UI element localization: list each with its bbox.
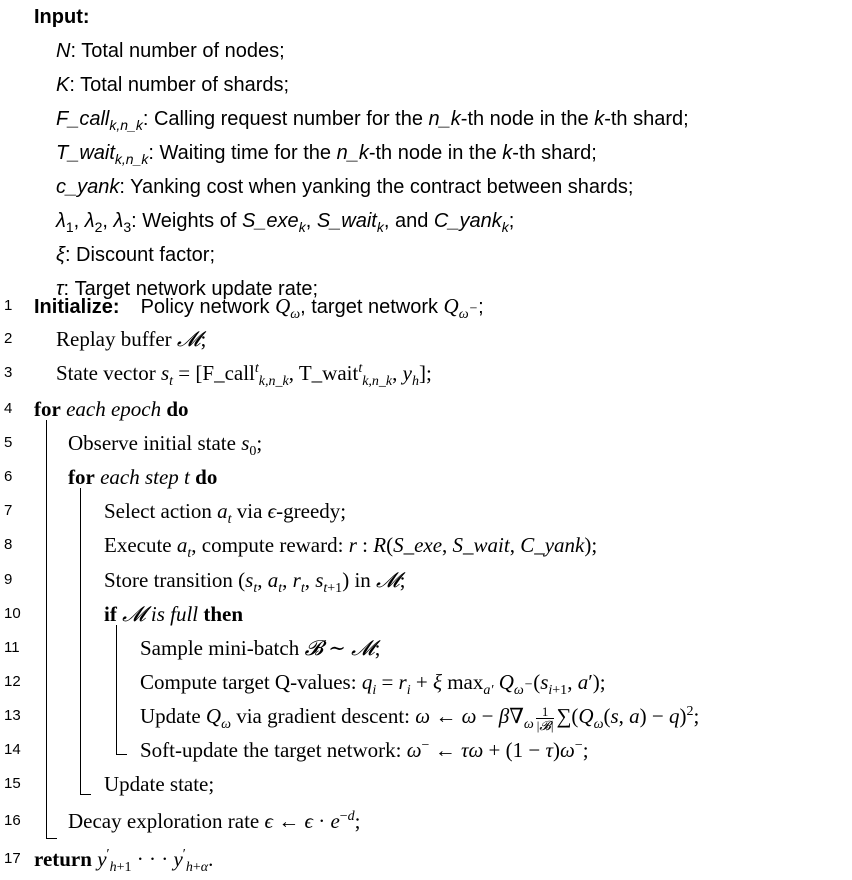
- input-text: : Total number of nodes;: [70, 40, 285, 62]
- input-symbol: N: [56, 40, 71, 62]
- input-italic: k: [594, 108, 605, 130]
- keyword: Initialize:: [34, 296, 120, 318]
- line-number: 12: [4, 673, 21, 690]
- input-text: -th shard;: [604, 108, 689, 130]
- input-text: : Discount factor;: [64, 244, 215, 266]
- input-italic: C_yank: [433, 210, 502, 232]
- for-epoch-block-bracket: [46, 420, 57, 839]
- input-text: -th node in the: [460, 108, 595, 130]
- input-text: : Weights of: [131, 210, 242, 232]
- input-symbol: τ: [56, 278, 64, 300]
- input-subscript: k,n_k: [109, 117, 143, 133]
- line-number: 3: [4, 364, 13, 381]
- line-number: 2: [4, 330, 13, 347]
- input-text: -th shard;: [512, 142, 597, 164]
- algorithm-block: Input: N: Total number of nodes; K: Total number of shards; F_call$_{k,n\_k}$: Calling request number for the n_k-th node in the k-th shard; T_wait$_{k,n\_k}$: Waiting time for the n_k-th node in the k-th shard; c_yank: Yanking cost when yanking the contract between shards; $\lambda_1$, $\lambda_2$, $\lambda_3$: Weights of S_exe$_k$, S_wait$_k$, and C_yank$_k$; ξ: Discount factor; τ: Target network update rate; 1 Initialize: Policy network $Q_\omega$, target network $Q_{\omega^-}$; 2 Replay buffer 𝓜; 3 State vector $s_t$ = [F_call$^t_{k,n\_k}$, T_wait$^t_{k,n\_k}$, $y_h$]; 4 for each epoch do 5 Observe initial state $s_0$; 6 for each step t do 7 Select action $a_t$ via ϵ-greedy; 8 Execute $a_t$, compute reward: r : R(S_exe, S_wait, C_yank); 9 Store transition ($s_t$, $a_t$, $r_t$, $s_{t+1}$) in 𝓜; 10 if 𝓜 is full then 11 Sample mini-batch 𝓑 ∼ 𝓜; 12 Compute target Q-values: $q_i = r_i + \xi$ $\max_{a'} Q_{\omega^-}(s_{i+1}$, a′); 13 Update $Q_\omega$ via gradient descent: ω ← $\omega - \beta\nabla_\omega$ $\frac{1}{\text{|𝓑|}}$ $\sum(Q_\omega(s$, a) − q)$^2$; 14 Soft-update the target network: ω− ← τω + (1 − τ)ω−; 15 Update state; 16 Decay exploration rate ϵ ← $\epsilon \cdot e^{-d}$; 17 return $y'_{h+1}$ · · · $y'_{h+\alpha}$.: [0, 0, 852, 880]
- line-number: 5: [4, 434, 13, 451]
- input-italic: n_k: [336, 142, 369, 164]
- algo-line-1: 1 Initialize: Policy network $Q_\omega$, target network $Q_{\omega^-}$;: [0, 289, 852, 323]
- line-number: 1: [4, 297, 13, 314]
- input-italic: S_exe: [241, 210, 299, 232]
- input-italic: S_wait: [316, 210, 377, 232]
- line-number: 17: [4, 850, 21, 867]
- input-label: Input:: [34, 6, 90, 28]
- input-text: : Total number of shards;: [69, 74, 290, 96]
- line-number: 11: [4, 639, 20, 656]
- input-symbol: K: [56, 74, 70, 96]
- input-symbol: c_yank: [56, 176, 120, 198]
- input-italic: n_k: [428, 108, 461, 130]
- input-text: : Yanking cost when yanking the contract between shards;: [119, 176, 634, 198]
- input-symbol: T_wait: [56, 142, 115, 164]
- line-number: 8: [4, 536, 13, 553]
- input-text: : Target network update rate;: [63, 278, 319, 300]
- line-number: 4: [4, 400, 13, 417]
- input-italic: k: [502, 142, 513, 164]
- line-number: 7: [4, 502, 13, 519]
- input-symbol: ξ: [56, 244, 65, 266]
- if-block-bracket: [116, 625, 127, 755]
- line-number: 9: [4, 571, 13, 588]
- input-text: -th node in the: [368, 142, 503, 164]
- input-text: : Waiting time for the: [148, 142, 337, 164]
- for-step-block-bracket: [80, 488, 91, 795]
- line-number: 10: [4, 605, 21, 622]
- line-number: 14: [4, 741, 21, 758]
- line-number: 13: [4, 707, 21, 724]
- input-text: : Calling request number for the: [142, 108, 429, 130]
- input-subscript: k,n_k: [114, 151, 149, 167]
- line-number: 16: [4, 812, 21, 829]
- input-symbol: F_call: [56, 108, 110, 130]
- line-number: 15: [4, 775, 21, 792]
- line-number: 6: [4, 468, 13, 485]
